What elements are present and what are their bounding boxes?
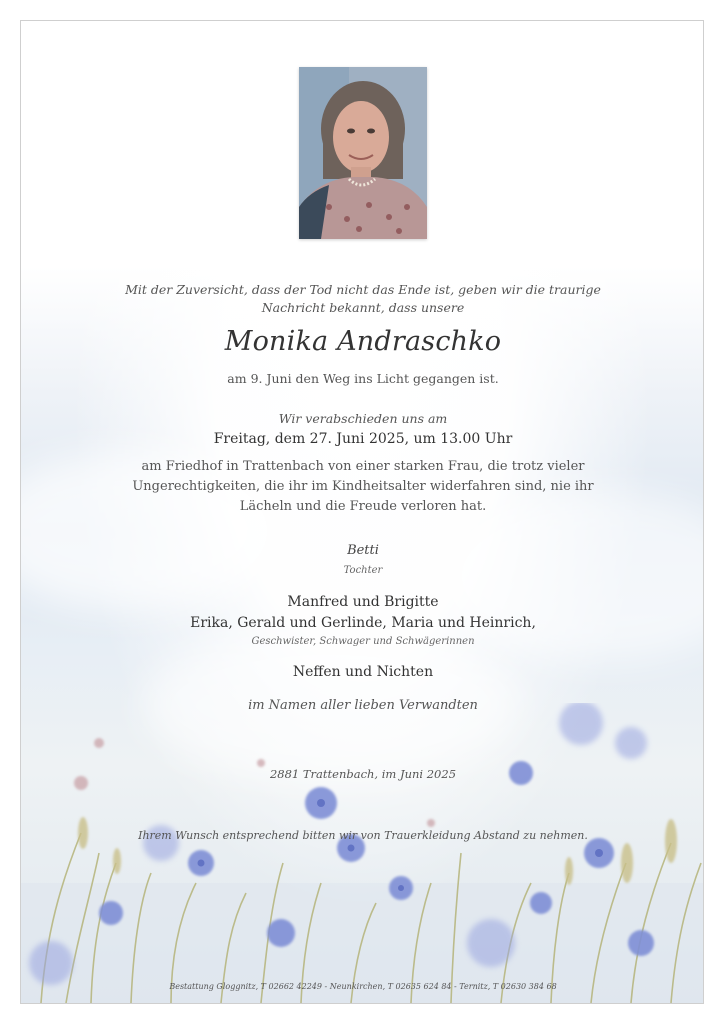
portrait-image: [299, 67, 427, 239]
farewell-line-1: am Friedhof in Trattenbach von einer starken Frau, die trotz vieler: [141, 459, 585, 474]
farewell-line-2: Ungerechtigkeiten, die ihr im Kindheitsalter widerfahren sind, nie ihr: [132, 479, 594, 494]
funeral-home-footer: Bestattung Gloggnitz, T 02662 42249 - Neunkirchen, T 02635 624 84 - Ternitz, T 02630 384 68: [169, 982, 557, 991]
farewell-text: [21, 457, 704, 517]
relatives-text: im Namen aller lieben Verwandten: [248, 698, 478, 713]
siblings-line-2: Erika, Gerald und Gerlinde, Maria und Heinrich,: [190, 615, 536, 631]
passing-text: am 9. Juni den Weg ins Licht gegangen ist.: [227, 371, 499, 386]
siblings-line-1: Manfred und Brigitte: [287, 594, 439, 610]
cornflower-meadow-illustration: [21, 703, 704, 1003]
deceased-name: Monika Andraschko: [224, 326, 502, 357]
funeral-date: Freitag, dem 27. Juni 2025, um 13.00 Uhr: [213, 431, 513, 447]
daughter-name: Betti: [347, 543, 379, 558]
dress-request: Ihrem Wunsch entsprechend bitten wir von Trauerkleidung Abstand zu nehmen.: [138, 829, 588, 842]
intro-line-1: Mit der Zuversicht, dass der Tod nicht das Ende ist, geben wir die traurige: [125, 282, 601, 297]
place-date: 2881 Trattenbach, im Juni 2025: [269, 767, 457, 781]
intro-text: [21, 281, 704, 317]
obituary-card: [20, 20, 704, 1004]
siblings-role: Geschwister, Schwager und Schwägerinnen: [251, 636, 475, 647]
portrait-photo: [299, 67, 427, 239]
farewell-line-3: Lächeln und die Freude verloren hat.: [239, 499, 487, 514]
nephews-nieces: Neffen und Nichten: [292, 664, 434, 680]
daughter-role: Tochter: [343, 565, 383, 576]
intro-line-2: Nachricht bekannt, dass unsere: [261, 300, 465, 315]
farewell-intro: Wir verabschieden uns am: [278, 411, 448, 426]
